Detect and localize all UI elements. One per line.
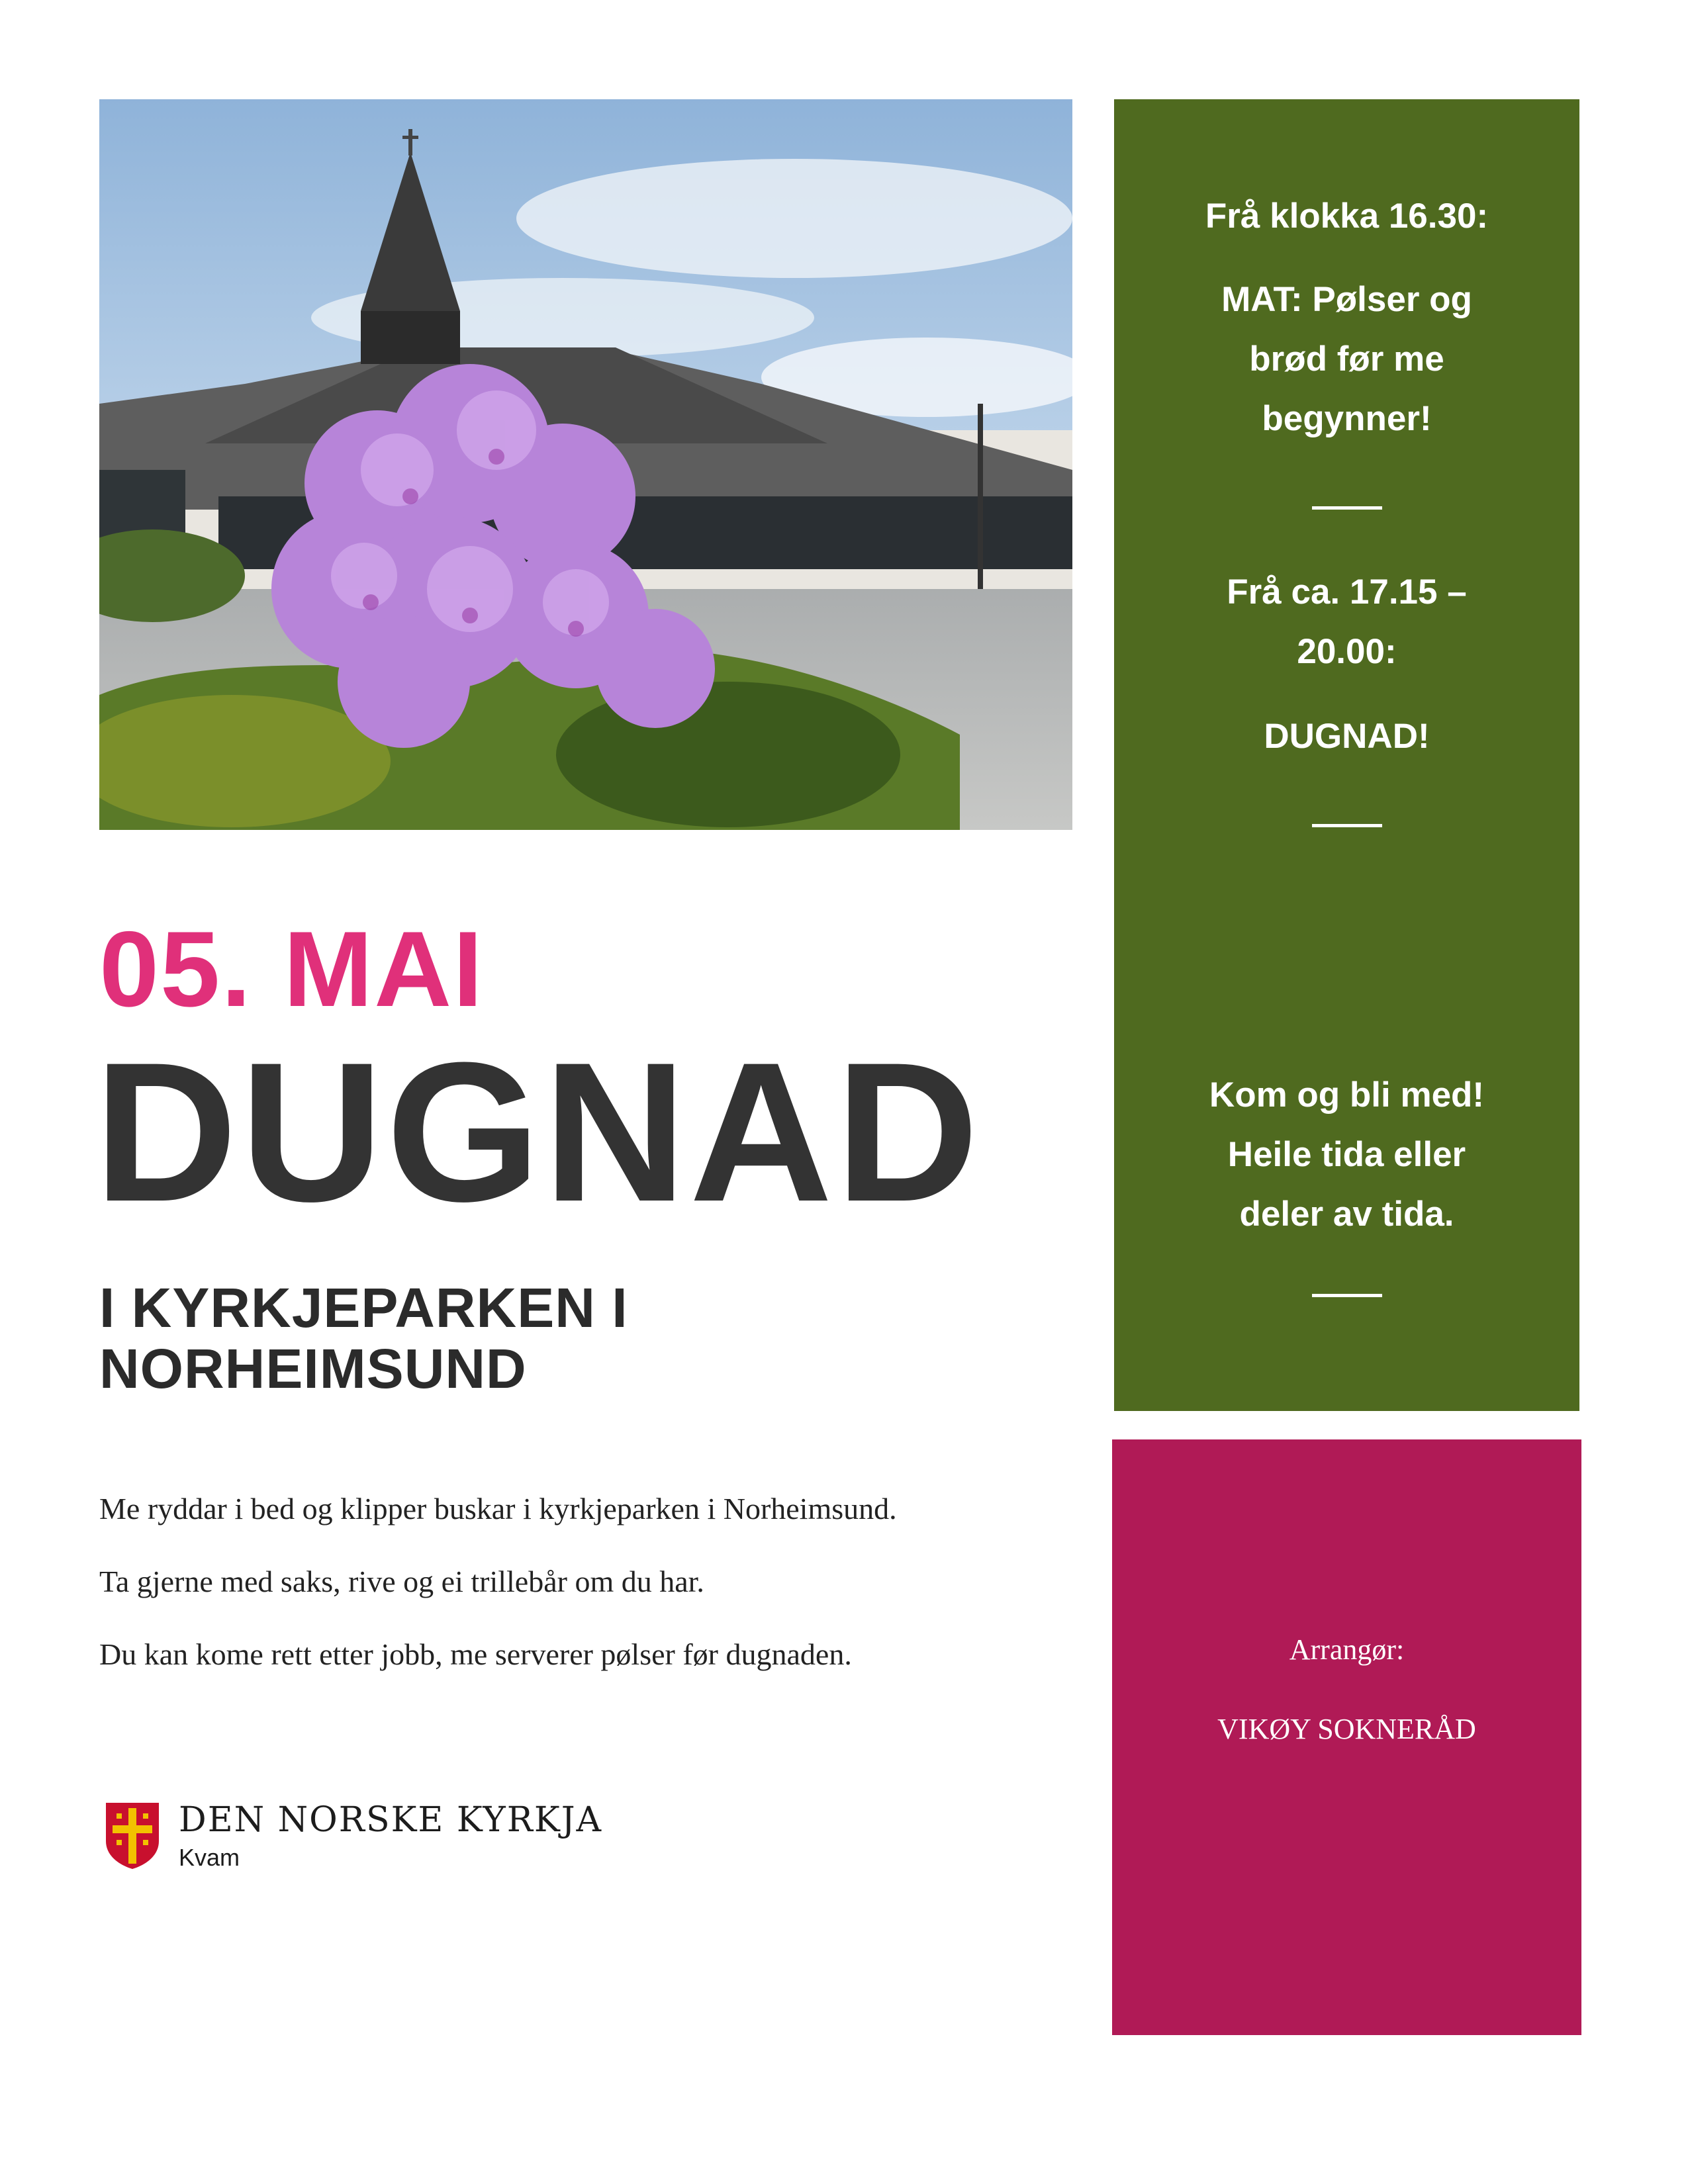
schedule-time-1: Frå klokka 16.30: bbox=[1205, 197, 1489, 236]
event-location bbox=[99, 1277, 960, 1399]
invite-line-2: Heile tida eller bbox=[1227, 1135, 1466, 1174]
organizer-panel bbox=[1112, 1439, 1581, 2035]
invite-line-3: deler av tida. bbox=[1239, 1195, 1454, 1234]
description-paragraph: Du kan kome rett etter jobb, me serverer pølser før dugnaden. bbox=[99, 1637, 852, 1671]
food-line-3: begynner! bbox=[1262, 399, 1432, 438]
schedule-time-2-line-1: Frå ca. 17.15 – bbox=[1227, 572, 1467, 612]
page-title: DUGNAD bbox=[94, 1021, 982, 1243]
divider bbox=[1312, 1294, 1382, 1297]
logo-subtitle: Kvam bbox=[179, 1844, 240, 1871]
location-line-2: NORHEIMSUND bbox=[99, 1338, 527, 1400]
event-date: 05. MAI bbox=[99, 909, 485, 1029]
location-line-1: I KYRKJEPARKEN I bbox=[99, 1277, 628, 1339]
description-paragraph: Me ryddar i bed og klipper buskar i kyrkjeparken i Norheimsund. bbox=[99, 1492, 897, 1525]
invite-line-1: Kom og bli med! bbox=[1209, 1075, 1485, 1115]
organizer-name: VIKØY SOKNERÅD bbox=[1217, 1713, 1476, 1745]
food-line-1: MAT: Pølser og bbox=[1221, 280, 1472, 319]
divider bbox=[1312, 824, 1382, 827]
logo-name: DEN NORSKE KYRKJA bbox=[179, 1800, 603, 1840]
schedule-panel bbox=[1114, 99, 1579, 1411]
divider bbox=[1312, 506, 1382, 510]
description-paragraph: Ta gjerne med saks, rive og ei trillebår om du har. bbox=[99, 1565, 704, 1598]
schedule-time-2-line-2: 20.00: bbox=[1297, 632, 1397, 671]
food-line-2: brød før me bbox=[1249, 340, 1444, 379]
organizer-label: Arrangør: bbox=[1289, 1633, 1405, 1666]
church-photo bbox=[99, 99, 1072, 830]
activity-label: DUGNAD! bbox=[1264, 717, 1430, 756]
church-shield-icon bbox=[105, 1801, 160, 1870]
